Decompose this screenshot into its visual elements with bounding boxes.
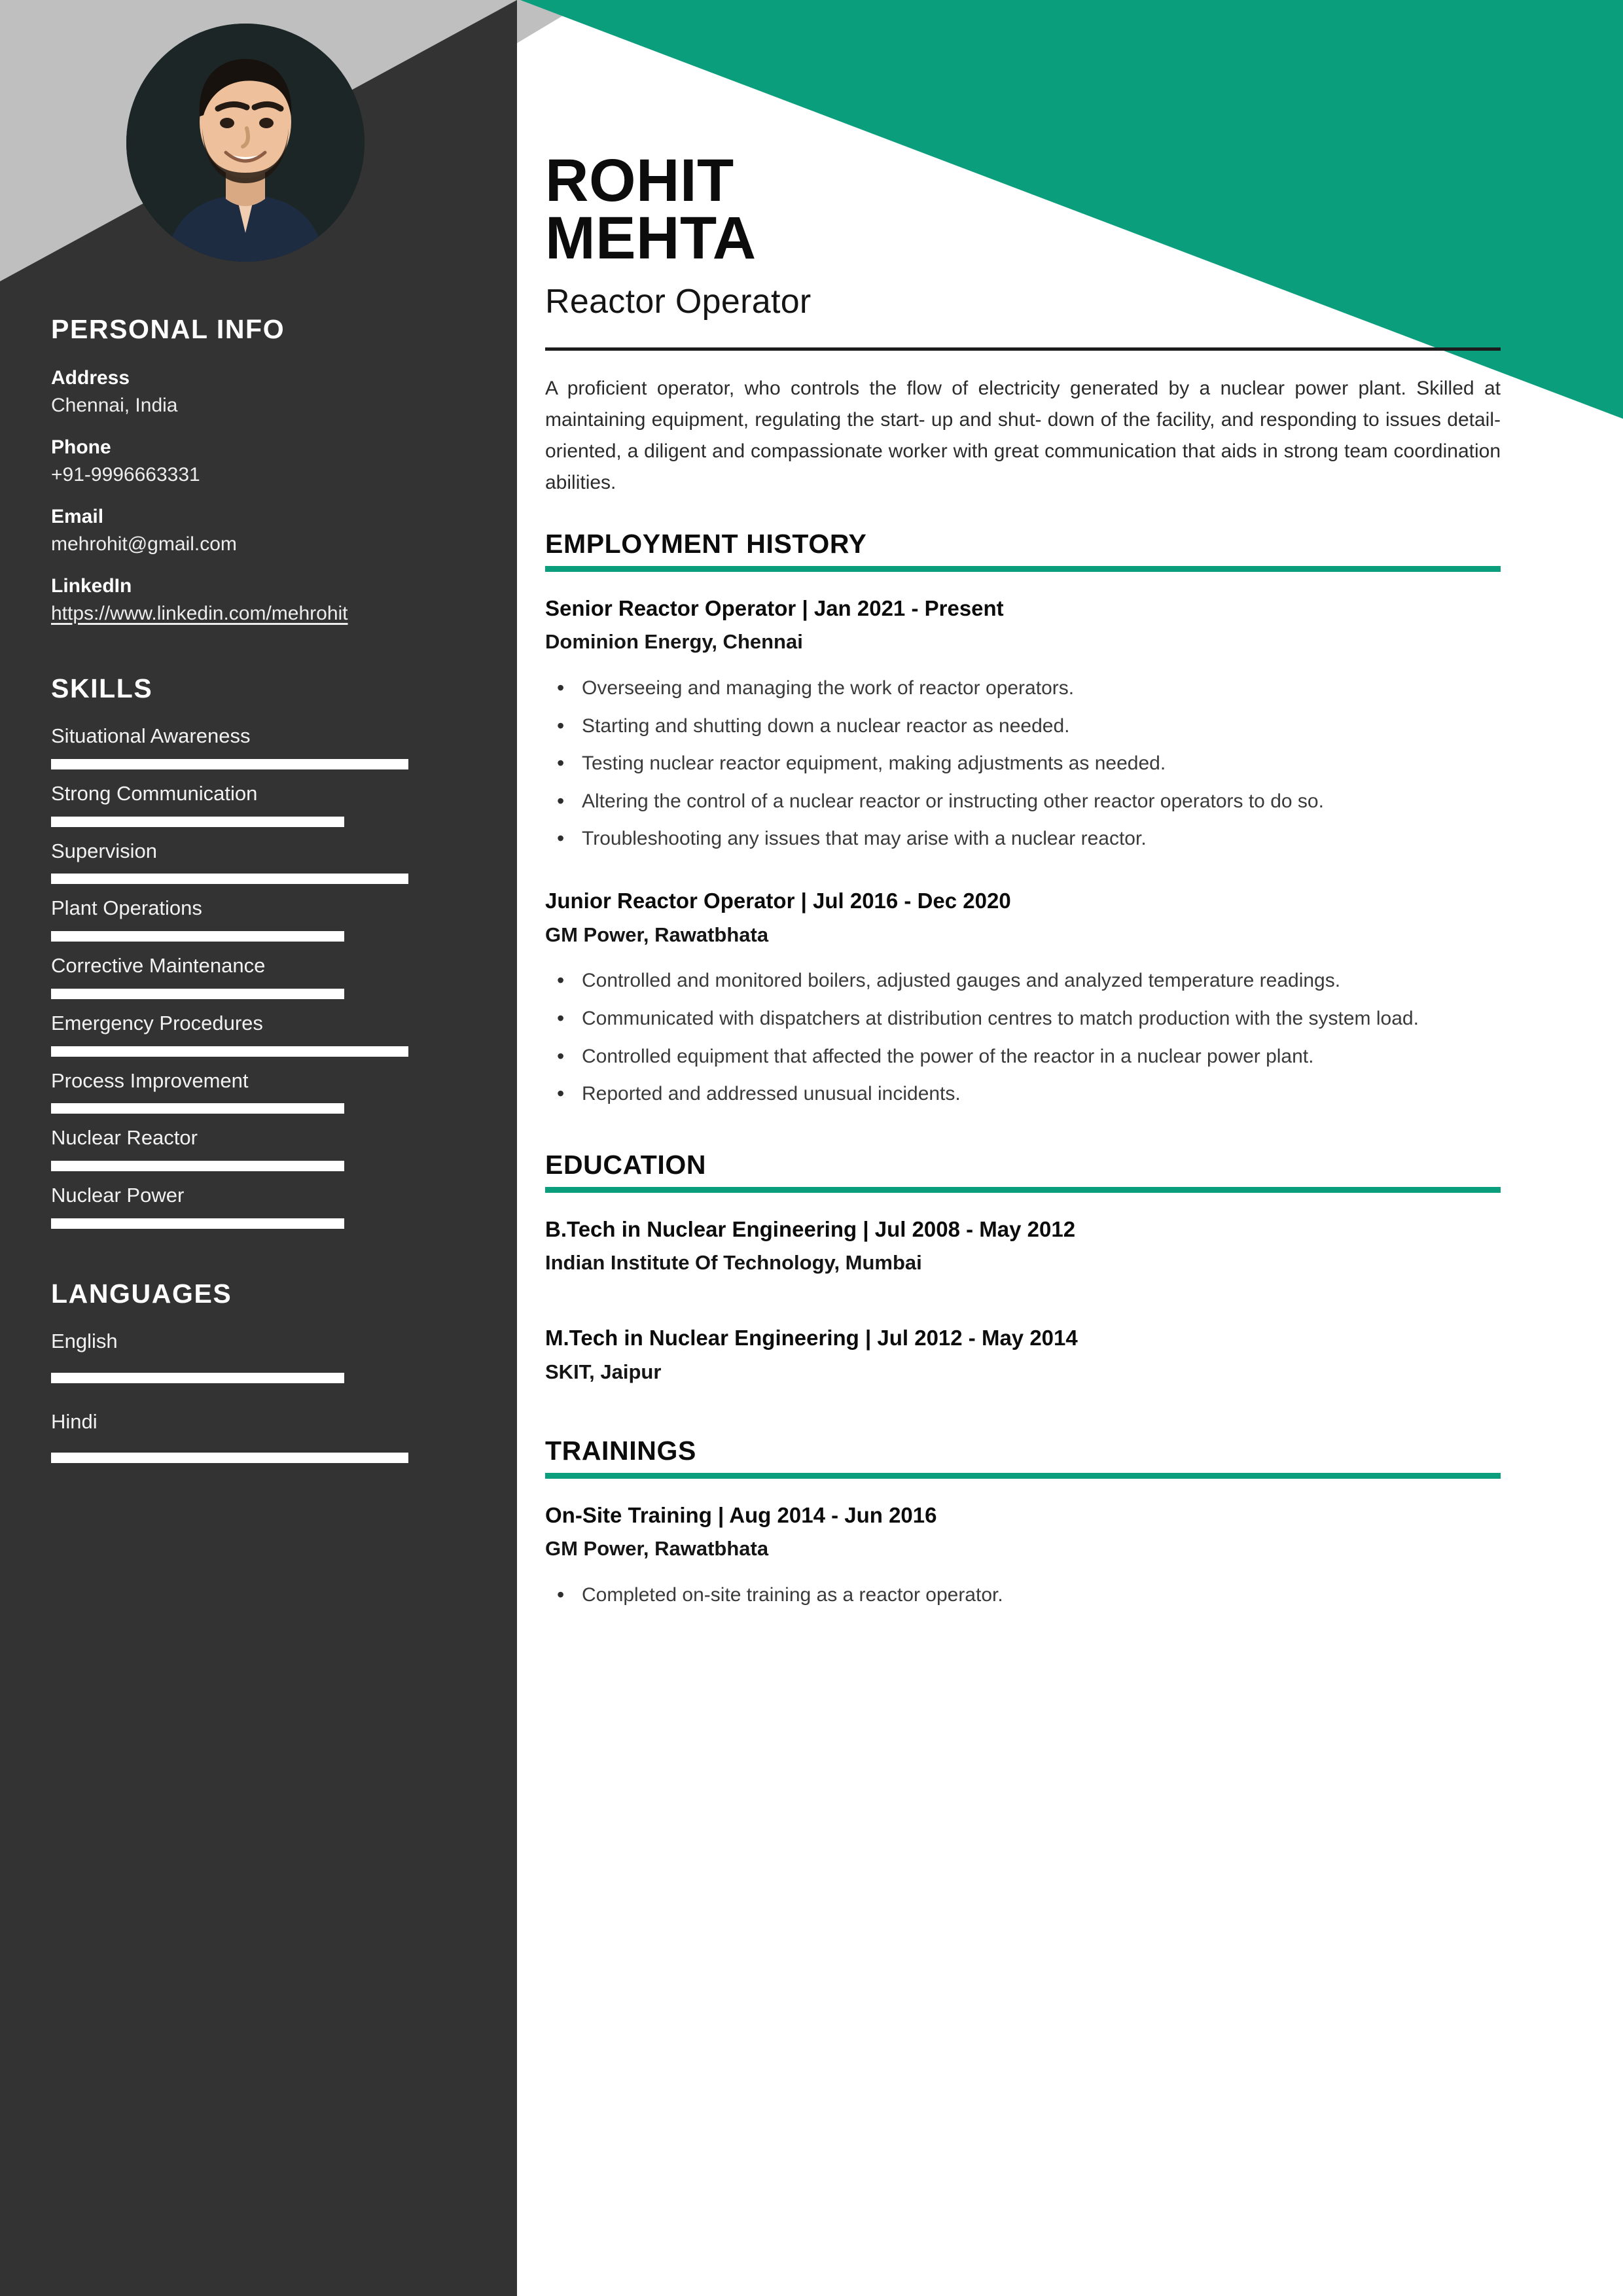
skill-bar-track (51, 1046, 408, 1057)
avatar (126, 24, 365, 262)
list-item: • Reported and addressed unusual incidents. (575, 1078, 1501, 1110)
list-item: • Troubleshooting any issues that may arise with a nuclear reactor. (575, 823, 1501, 855)
language-label: Hindi (51, 1409, 98, 1433)
entry-title: On-Site Training | Aug 2014 - Jun 2016 (545, 1502, 937, 1527)
skill-bar-fill (51, 1218, 344, 1229)
linkedin-link[interactable]: https://www.linkedin.com/mehrohit (51, 603, 348, 624)
list-item: • Starting and shutting down a nuclear reactor as needed. (575, 711, 1501, 743)
list-item: • Overseeing and managing the work of reactor operators. (575, 673, 1501, 705)
skill-bar-fill (51, 1103, 344, 1114)
language-item (51, 1329, 418, 1383)
entry-organization: GM Power, Rawatbhata (545, 1537, 769, 1561)
section-heading: TRAININGS (545, 1435, 696, 1466)
list-item: • Communicated with dispatchers at distribution centres to match production with the system load. (575, 1003, 1501, 1035)
personal-info-list (51, 364, 418, 627)
section-employment-history (545, 529, 1501, 1110)
language-bar-track (51, 1373, 408, 1383)
employment-entry (545, 594, 1501, 855)
name-block (545, 0, 1501, 321)
skill-bar-track (51, 1218, 408, 1229)
education-entry (545, 1324, 1501, 1385)
list-item: • Controlled and monitored boilers, adjusted gauges and analyzed temperature readings. (575, 965, 1501, 997)
language-item (51, 1409, 418, 1464)
skill-label: Supervision (51, 839, 157, 862)
skill-item (51, 953, 418, 999)
skill-bar-fill (51, 931, 344, 942)
list-item: • Completed on-site training as a reactor operator. (575, 1580, 1501, 1612)
entry-organization: Indian Institute Of Technology, Mumbai (545, 1251, 922, 1275)
list-item: • Altering the control of a nuclear reactor or instructing other reactor operators to do so. (575, 786, 1501, 818)
entry-title: M.Tech in Nuclear Engineering | Jul 2012 - May 2014 (545, 1326, 1078, 1351)
skill-bar-fill (51, 989, 344, 999)
info-label: LinkedIn (51, 575, 132, 597)
entry-title: Junior Reactor Operator | Jul 2016 - Dec 2020 (545, 888, 1011, 913)
info-label: Email (51, 506, 104, 527)
skill-bar-track (51, 817, 408, 827)
entry-title: B.Tech in Nuclear Engineering | Jul 2008 - May 2012 (545, 1216, 1076, 1241)
training-entry (545, 1501, 1501, 1612)
skill-item (51, 1125, 418, 1171)
language-bar-fill (51, 1453, 408, 1463)
skill-bar-track (51, 1103, 408, 1114)
skill-bar-track (51, 1161, 408, 1171)
languages-heading: LANGUAGES (51, 1278, 232, 1309)
skill-label: Emergency Procedures (51, 1011, 263, 1034)
section-rule (545, 566, 1501, 572)
info-label: Phone (51, 436, 111, 458)
language-bar-fill (51, 1373, 344, 1383)
skill-label: Situational Awareness (51, 724, 251, 747)
language-label: English (51, 1329, 118, 1352)
entry-bullets (545, 673, 1501, 855)
skill-item (51, 781, 418, 827)
section-rule (545, 1473, 1501, 1479)
skills-list (51, 724, 418, 1229)
section-education (545, 1150, 1501, 1386)
section-heading: EDUCATION (545, 1149, 707, 1180)
skill-bar-fill (51, 759, 408, 769)
skill-bar-fill (51, 874, 408, 884)
personal-info-heading: PERSONAL INFO (51, 314, 285, 344)
skill-label: Corrective Maintenance (51, 954, 266, 977)
skill-item (51, 839, 418, 885)
skill-item (51, 724, 418, 769)
skill-bar-track (51, 759, 408, 769)
info-item-phone (51, 434, 418, 489)
skill-label: Plant Operations (51, 896, 202, 920)
job-title: Reactor Operator (545, 282, 812, 321)
education-entry (545, 1215, 1501, 1277)
info-item-email (51, 503, 418, 558)
info-value: mehrohit@gmail.com (51, 533, 237, 555)
list-item: • Controlled equipment that affected the power of the reactor in a nuclear power plant. (575, 1041, 1501, 1073)
skill-bar-fill (51, 817, 344, 827)
entry-title: Senior Reactor Operator | Jan 2021 - Present (545, 595, 1004, 620)
info-value: Chennai, India (51, 395, 178, 416)
first-name: ROHIT (545, 147, 734, 214)
info-item-linkedin (51, 573, 418, 627)
skill-bar-track (51, 931, 408, 942)
section-trainings (545, 1436, 1501, 1612)
info-item-address (51, 364, 418, 419)
skill-item (51, 896, 418, 942)
section-rule (545, 1187, 1501, 1193)
info-label: Address (51, 367, 130, 389)
skill-label: Nuclear Power (51, 1184, 185, 1207)
employment-entry (545, 887, 1501, 1110)
skill-label: Nuclear Reactor (51, 1126, 198, 1150)
skills-heading: SKILLS (51, 673, 153, 703)
skill-bar-fill (51, 1161, 344, 1171)
entry-organization: GM Power, Rawatbhata (545, 923, 769, 946)
skill-bar-track (51, 874, 408, 884)
header-divider (545, 347, 1501, 351)
skill-item (51, 1011, 418, 1057)
info-value: +91-9996663331 (51, 464, 200, 486)
entry-bullets (545, 1580, 1501, 1612)
language-bar-track (51, 1453, 408, 1463)
skill-label: Process Improvement (51, 1069, 249, 1092)
skill-item (51, 1183, 418, 1229)
entry-bullets (545, 965, 1501, 1110)
list-item: • Testing nuclear reactor equipment, making adjustments as needed. (575, 748, 1501, 780)
main-column (545, 0, 1501, 1612)
profile-summary: A proficient operator, who controls the flow of electricity generated by a nuclear power plant. Skilled at maintaining equipment, regulating the start- up and shut- down of the facility, and responding to issues detail- oriented, a diligent and compassionate worker with great communication that aids in strong team coordination abilities. (545, 377, 1501, 493)
skill-item (51, 1069, 418, 1114)
skill-bar-track (51, 989, 408, 999)
entry-organization: SKIT, Jaipur (545, 1360, 662, 1383)
section-heading: EMPLOYMENT HISTORY (545, 528, 867, 559)
entry-organization: Dominion Energy, Chennai (545, 630, 803, 654)
skill-label: Strong Communication (51, 781, 258, 805)
skill-bar-fill (51, 1046, 408, 1057)
last-name: MEHTA (545, 205, 757, 272)
languages-list (51, 1329, 418, 1464)
sidebar-content (51, 314, 418, 1489)
